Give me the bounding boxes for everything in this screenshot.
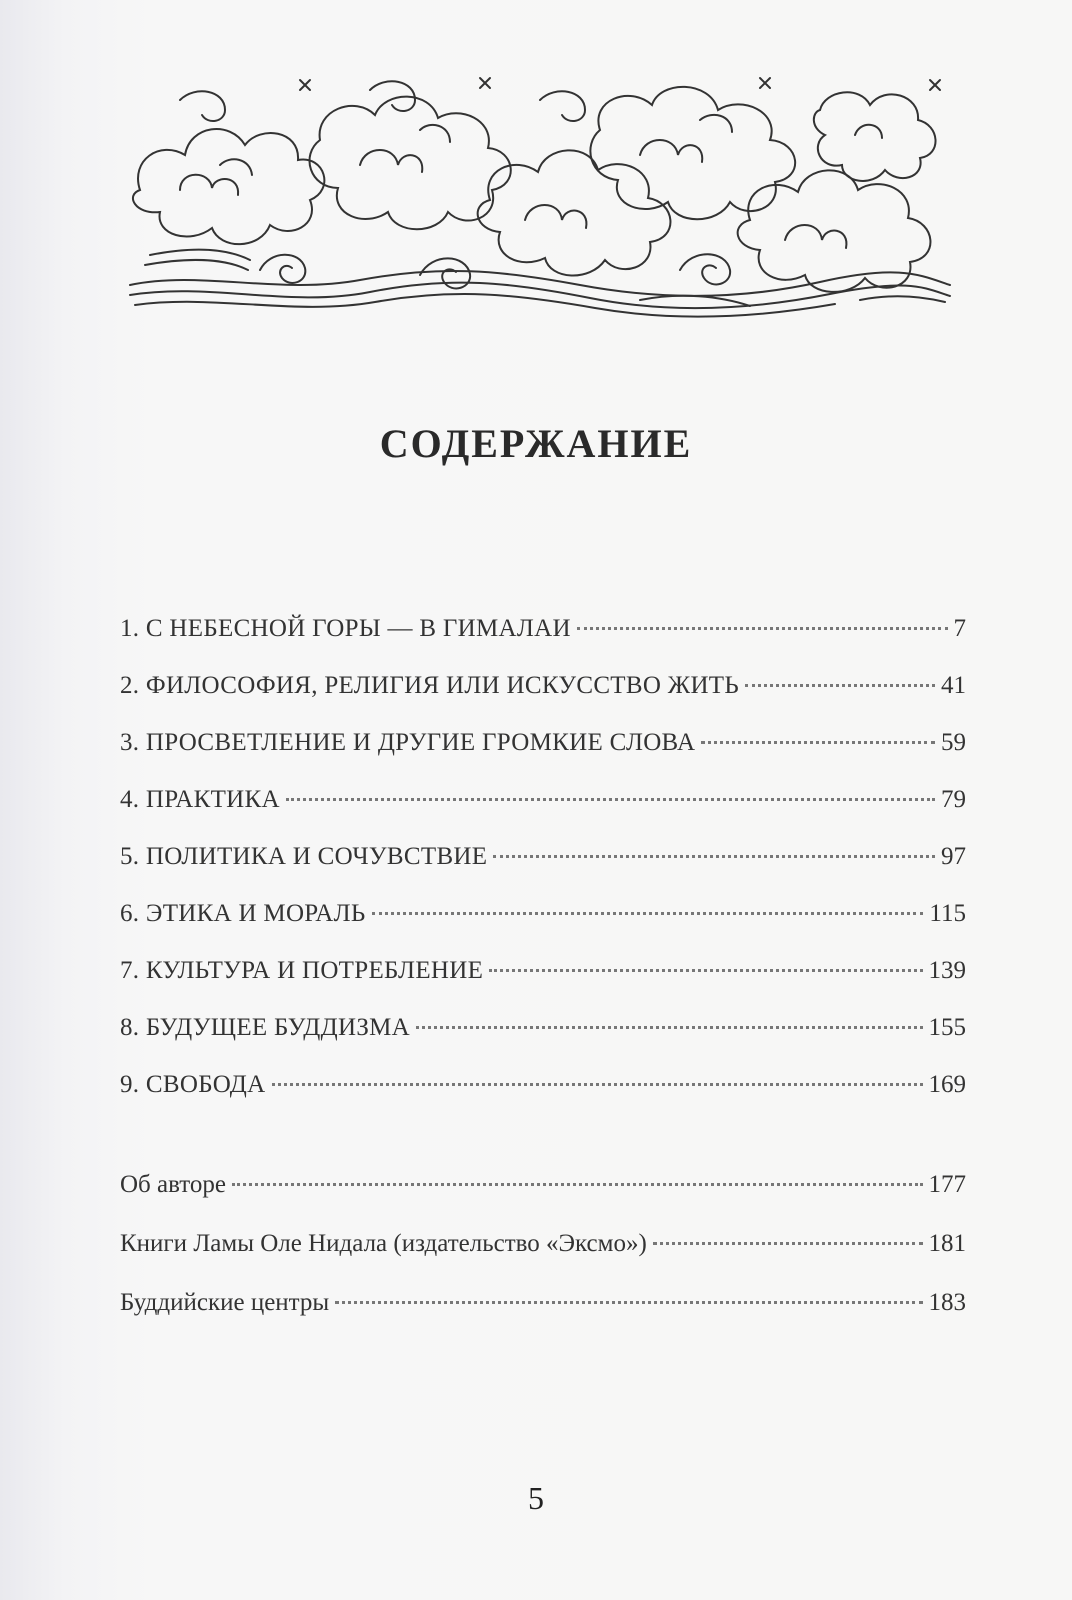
dot-leader xyxy=(653,1242,923,1245)
toc-entry-label: 6. ЭТИКА И МОРАЛЬ xyxy=(120,900,366,927)
toc-entry-page: 139 xyxy=(928,957,966,984)
toc-entry[interactable] xyxy=(120,1155,966,1214)
toc-entry-label: 4. ПРАКТИКА xyxy=(120,786,280,813)
dot-leader xyxy=(577,627,948,630)
toc-entry-page: 115 xyxy=(929,900,966,927)
dot-leader xyxy=(701,741,935,744)
page-title: СОДЕРЖАНИЕ xyxy=(379,421,693,466)
toc-entry-label: 9. СВОБОДА xyxy=(120,1071,266,1098)
chapter-list xyxy=(120,600,966,1113)
toc-entry-label: Буддийские центры xyxy=(120,1289,330,1316)
toc-entry[interactable] xyxy=(120,771,966,828)
toc-entry-page: 181 xyxy=(928,1230,966,1257)
toc-entry-page: 59 xyxy=(941,729,966,756)
toc-entry-label: 1. С НЕБЕСНОЙ ГОРЫ — В ГИМАЛАИ xyxy=(120,615,571,642)
dot-leader xyxy=(232,1183,923,1186)
toc-entry-page: 183 xyxy=(928,1289,966,1316)
dot-leader xyxy=(489,969,922,972)
toc-entry-label: 5. ПОЛИТИКА И СОЧУВСТВИЕ xyxy=(120,843,488,870)
toc-entry-page: 155 xyxy=(928,1014,966,1041)
toc-entry-page: 79 xyxy=(941,786,966,813)
toc-entry[interactable] xyxy=(120,828,966,885)
toc-entry[interactable] xyxy=(120,600,966,657)
toc-entry[interactable] xyxy=(120,1273,966,1332)
toc-entry-label: 3. ПРОСВЕТЛЕНИЕ И ДРУГИЕ ГРОМКИЕ СЛОВА xyxy=(120,729,696,756)
toc-entry-page: 177 xyxy=(928,1171,966,1198)
cloud-ornament-icon xyxy=(120,70,960,320)
toc-entry-page: 41 xyxy=(941,672,966,699)
toc-entry-label: 7. КУЛЬТУРА И ПОТРЕБЛЕНИЕ xyxy=(120,957,484,984)
toc-entry[interactable] xyxy=(120,1214,966,1273)
toc-entry[interactable] xyxy=(120,657,966,714)
appendix-list xyxy=(120,1155,966,1332)
toc-entry-label: 8. БУДУЩЕЕ БУДДИЗМА xyxy=(120,1014,411,1041)
page-number: 5 xyxy=(528,1480,544,1516)
toc-entry[interactable] xyxy=(120,942,966,999)
dot-leader xyxy=(372,912,924,915)
toc-entry-label: Книги Ламы Оле Нидала (издательство «Эксмо») xyxy=(120,1230,647,1257)
toc-entry-label: Об авторе xyxy=(120,1171,226,1198)
toc-entry[interactable] xyxy=(120,714,966,771)
dot-leader xyxy=(493,855,935,858)
toc-entry-page: 169 xyxy=(928,1071,966,1098)
toc-entry-page: 7 xyxy=(953,615,966,642)
toc-entry-label: 2. ФИЛОСОФИЯ, РЕЛИГИЯ ИЛИ ИСКУССТВО ЖИТЬ xyxy=(120,672,740,699)
dot-leader xyxy=(416,1026,922,1029)
toc-entry[interactable] xyxy=(120,999,966,1056)
toc-entry[interactable] xyxy=(120,1056,966,1113)
dot-leader xyxy=(745,684,935,687)
dot-leader xyxy=(286,798,935,801)
toc-entry-page: 97 xyxy=(941,843,966,870)
dot-leader xyxy=(335,1301,922,1304)
toc-entry[interactable] xyxy=(120,885,966,942)
dot-leader xyxy=(272,1083,923,1086)
